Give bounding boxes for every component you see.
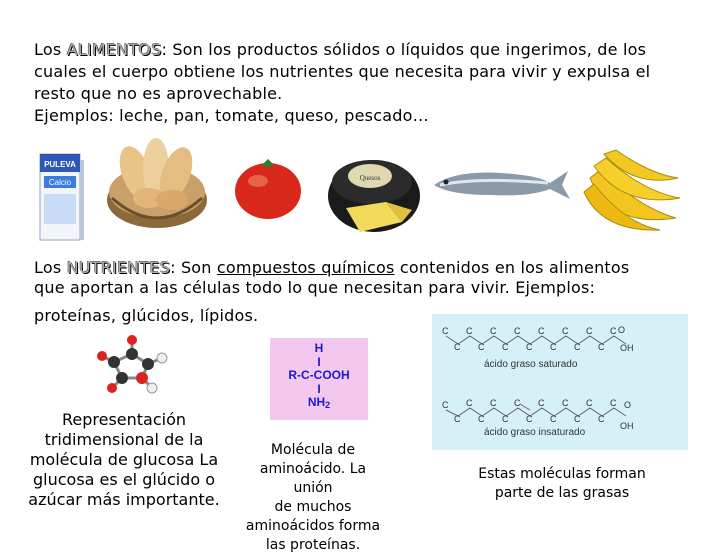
fish-image: [430, 165, 572, 203]
svg-text:C: C: [574, 342, 581, 352]
svg-text:C: C: [610, 326, 617, 336]
svg-text:C: C: [538, 326, 545, 336]
svg-text:C: C: [490, 398, 497, 408]
svg-text:C: C: [502, 342, 509, 352]
alimentos-line-2: cuales el cuerpo obtiene los nutrientes que necesita para vivir y expulsa el: [34, 62, 651, 81]
unsaturated-label: ácido graso insaturado: [484, 427, 586, 438]
saturated-o: O: [618, 325, 626, 335]
svg-text:C: C: [466, 326, 473, 336]
bananas-image: [580, 148, 684, 232]
tomato-image: [232, 155, 304, 221]
svg-text:C: C: [478, 342, 485, 352]
compuestos-quimicos-underlined: compuestos químicos: [216, 258, 395, 277]
svg-text:C: C: [526, 342, 533, 352]
svg-text:C: C: [514, 398, 521, 408]
milk-brand-label: PULEVA: [44, 160, 76, 169]
fatty-acids-box: [432, 314, 688, 450]
amino-acid-formula-box: [270, 338, 368, 420]
nutrientes-keyword: NUTRIENTES: [66, 258, 171, 277]
formula-bond-top: I: [317, 354, 321, 369]
fats-caption: Estas moléculas forman parte de las grasas: [478, 466, 646, 501]
svg-text:C: C: [550, 414, 557, 424]
cheese-label: Quesos: [359, 174, 381, 182]
glucose-caption: Representación tridimensional de la molécula de glucosa La glucosa es el glúcido o azúcar más importante.: [28, 410, 220, 509]
unsaturated-o: O: [624, 400, 632, 410]
svg-text:C: C: [550, 342, 557, 352]
bread-basket-image: [104, 128, 210, 234]
amino-acid-caption: Molécula de aminoácido. La unión de muchos aminoácidos forma las proteínas.: [245, 442, 381, 553]
formula-bond-bottom: I: [317, 381, 321, 396]
nutrientes-line-3: proteínas, glúcidos, lípidos.: [34, 306, 259, 325]
svg-text:C: C: [598, 414, 605, 424]
nutrientes-line-2: que aportan a las células todo lo que necesitan para vivir. Ejemplos:: [34, 278, 596, 297]
svg-text:C: C: [562, 398, 569, 408]
alimentos-examples: Ejemplos: leche, pan, tomate, queso, pescado…: [34, 106, 429, 125]
svg-text:C: C: [478, 414, 485, 424]
svg-text:C: C: [454, 414, 461, 424]
svg-text:C: C: [586, 398, 593, 408]
svg-text:C: C: [442, 400, 449, 410]
saturated-label: ácido graso saturado: [484, 359, 578, 370]
svg-text:C: C: [598, 342, 605, 352]
cheese-image: [326, 150, 422, 240]
milk-carton-image: [38, 150, 84, 242]
svg-text:C: C: [538, 398, 545, 408]
alimentos-line-1: Los ALIMENTOS: Son los productos sólidos o líquidos que ingerimos, de los: [34, 40, 647, 59]
formula-rccooh: R-C-COOH: [288, 368, 350, 382]
svg-text:C: C: [526, 414, 533, 424]
fatty-acid-chains: [432, 314, 688, 450]
svg-text:C: C: [442, 326, 449, 336]
svg-text:C: C: [610, 398, 617, 408]
svg-text:C: C: [574, 414, 581, 424]
svg-text:C: C: [562, 326, 569, 336]
svg-text:C: C: [454, 342, 461, 352]
glucose-molecule-image: [96, 334, 168, 394]
svg-text:C: C: [466, 398, 473, 408]
saturated-oh: OH: [620, 343, 634, 353]
svg-text:C: C: [586, 326, 593, 336]
formula-h: H: [314, 341, 324, 355]
alimentos-line-3: resto que no es aprovechable.: [34, 84, 283, 103]
svg-text:C: C: [502, 414, 509, 424]
alimentos-keyword: ALIMENTOS: [66, 40, 162, 59]
svg-text:C: C: [490, 326, 497, 336]
milk-calcio-label: Calcio: [48, 178, 72, 187]
nutrientes-line-1: Los NUTRIENTES: Son compuestos químicos contenidos en los alimentos: [34, 258, 630, 277]
formula-nh2: NH2: [307, 395, 331, 410]
svg-text:C: C: [514, 326, 521, 336]
unsaturated-oh: OH: [620, 421, 634, 431]
